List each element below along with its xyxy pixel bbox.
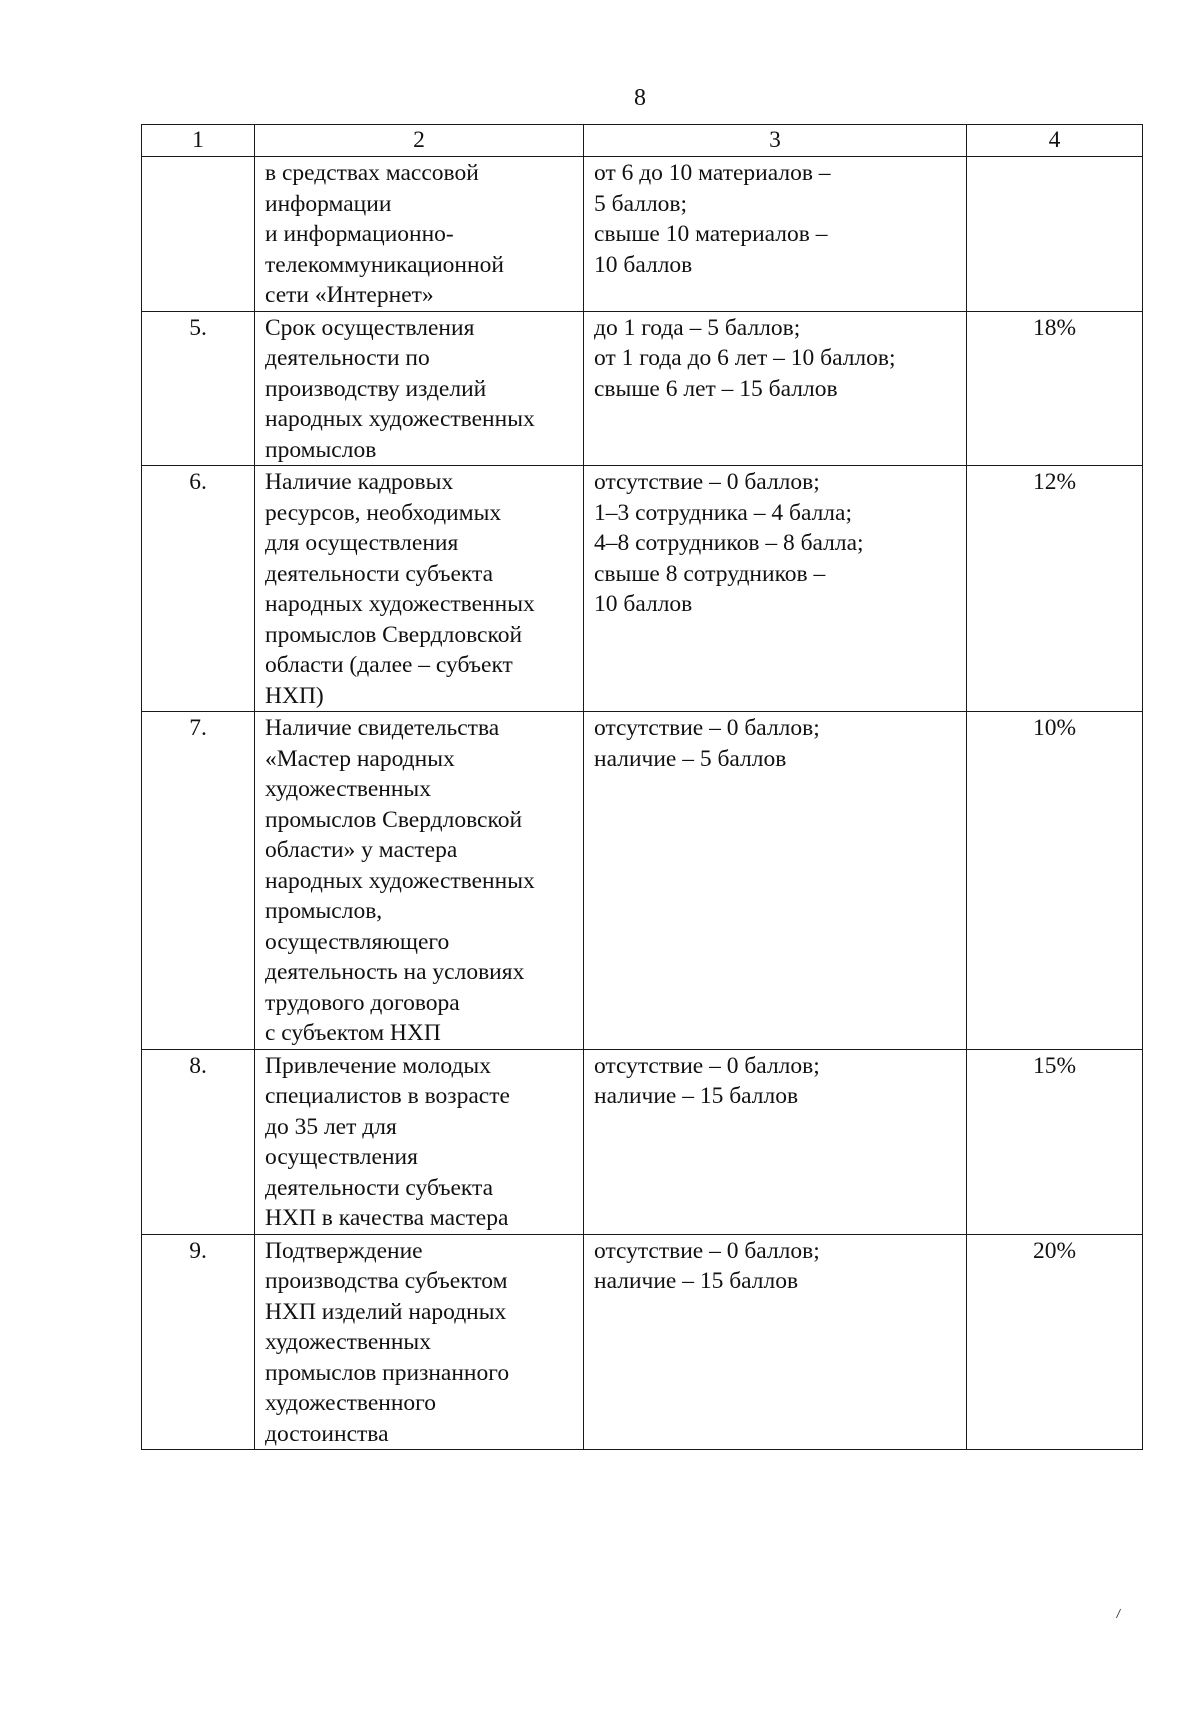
row-number: 9.	[142, 1234, 255, 1450]
weight-value: 10%	[967, 712, 1143, 1050]
scan-mark	[1116, 1609, 1124, 1618]
header-col-2: 2	[255, 125, 584, 157]
criterion-text: в средствах массовой информации и информационно- телекоммуникационной сети «Интернет»	[255, 157, 584, 312]
table-row	[142, 466, 1143, 712]
weight-value	[967, 157, 1143, 312]
page-number: 8	[634, 85, 646, 111]
row-number	[142, 157, 255, 312]
table-row	[142, 157, 1143, 312]
scoring-text: отсутствие – 0 баллов; наличие – 5 баллов	[584, 712, 967, 1050]
criteria-table	[141, 124, 1143, 1450]
header-col-3: 3	[584, 125, 967, 157]
table-row	[142, 1234, 1143, 1450]
criterion-text: Наличие свидетельства «Мастер народных художественных промыслов Свердловской области» у мастера народных художественных промыслов, осуществляющего деятельность на условиях трудового договора с субъектом НХП	[255, 712, 584, 1050]
row-number: 7.	[142, 712, 255, 1050]
row-number: 8.	[142, 1049, 255, 1234]
table-header-row	[142, 125, 1143, 157]
table-row	[142, 712, 1143, 1050]
scoring-text: от 6 до 10 материалов – 5 баллов; свыше 10 материалов – 10 баллов	[584, 157, 967, 312]
weight-value: 20%	[967, 1234, 1143, 1450]
criterion-text: Срок осуществления деятельности по производству изделий народных художественных промыслов	[255, 311, 584, 466]
scoring-text: отсутствие – 0 баллов; наличие – 15 баллов	[584, 1234, 967, 1450]
weight-value: 12%	[967, 466, 1143, 712]
scoring-text: до 1 года – 5 баллов; от 1 года до 6 лет – 10 баллов; свыше 6 лет – 15 баллов	[584, 311, 967, 466]
criterion-text: Наличие кадровых ресурсов, необходимых для осуществления деятельности субъекта народных художественных промыслов Свердловской области (далее – субъект НХП)	[255, 466, 584, 712]
row-number: 5.	[142, 311, 255, 466]
criterion-text: Подтверждение производства субъектом НХП изделий народных художественных промыслов признанного художественного достоинства	[255, 1234, 584, 1450]
weight-value: 15%	[967, 1049, 1143, 1234]
table-row	[142, 311, 1143, 466]
weight-value: 18%	[967, 311, 1143, 466]
header-col-1: 1	[142, 125, 255, 157]
scoring-text: отсутствие – 0 баллов; наличие – 15 баллов	[584, 1049, 967, 1234]
criterion-text: Привлечение молодых специалистов в возрасте до 35 лет для осуществления деятельности субъекта НХП в качества мастера	[255, 1049, 584, 1234]
scoring-text: отсутствие – 0 баллов; 1–3 сотрудника – 4 балла; 4–8 сотрудников – 8 балла; свыше 8 сотрудников – 10 баллов	[584, 466, 967, 712]
header-col-4: 4	[967, 125, 1143, 157]
row-number: 6.	[142, 466, 255, 712]
table-row	[142, 1049, 1143, 1234]
